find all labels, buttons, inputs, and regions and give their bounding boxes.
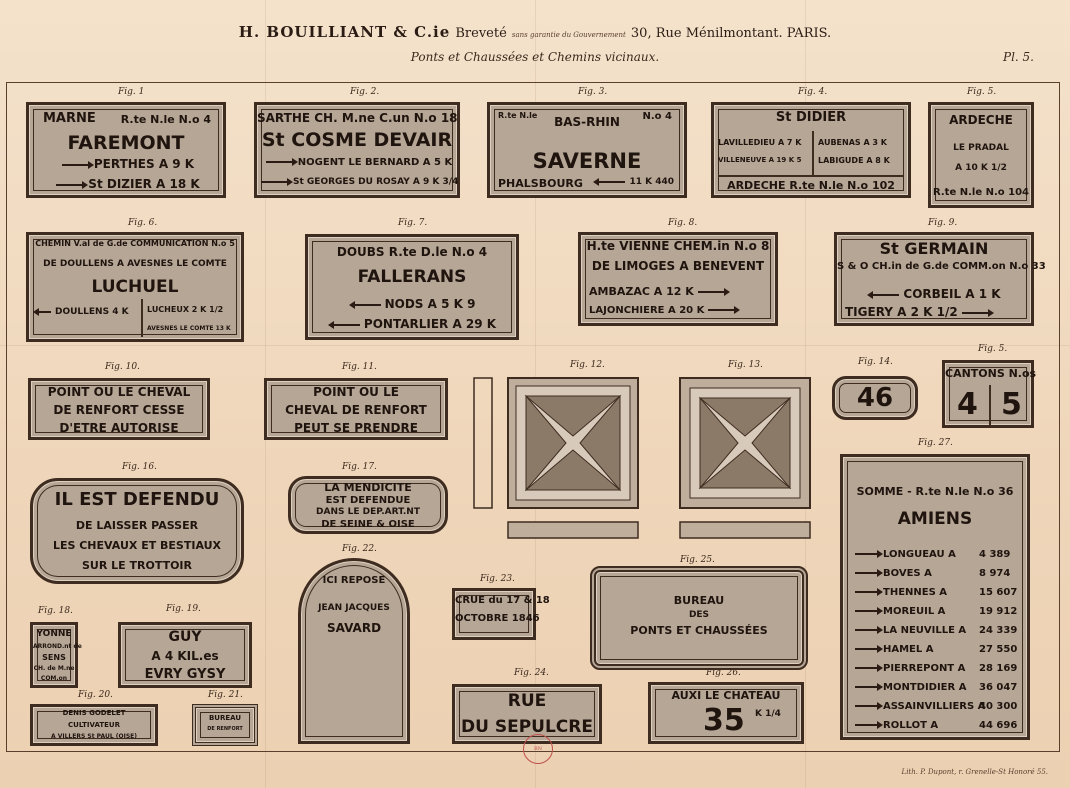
sign-text: LAJONCHIERE A 20 K (589, 305, 705, 316)
sign-text: MARNE (43, 111, 96, 126)
sign-text: PERTHES A 9 K (93, 157, 195, 171)
fig-label: Fig. 17. (342, 462, 377, 472)
fig-label: Fig. 27. (918, 438, 953, 448)
sign-town: St DIDIER (775, 110, 847, 125)
distance-place: PIERREPONT A (883, 663, 966, 674)
sign-text: ICI REPOSE (322, 575, 386, 586)
sign-text: DENIS GODELET (62, 709, 126, 717)
plate-subtitle: Ponts et Chaussées et Chemins vicinaux. (410, 50, 660, 64)
distance-row (851, 568, 1027, 579)
fig-label: Fig. 5. (978, 344, 1008, 354)
distance-value: 36 047 (979, 682, 1018, 693)
fig-label: Fig. 6. (128, 218, 158, 228)
sign-text: PEUT SE PRENDRE (294, 421, 418, 435)
sign-town: SAVERNE (532, 149, 642, 173)
sign-text: OCTOBRE 1846 (455, 613, 540, 624)
distance-row (851, 587, 1027, 598)
sign-text: R.te N.le N.o 4 (120, 113, 211, 126)
sign-text: AVESNES LE COMTE 13 K (147, 325, 231, 332)
fig-label: Fig. 9. (928, 218, 958, 228)
sign-fig-23 (452, 588, 550, 640)
fig-label: Fig. 24. (514, 668, 549, 678)
sign-text: A 4 KIL.es (151, 649, 219, 663)
plate-number: Pl. 5. (1003, 50, 1034, 64)
arrow-icon (266, 161, 294, 163)
distance-row (851, 682, 1027, 693)
distance-row (851, 701, 1027, 712)
sign-text: POINT OU LE CHEVAL (47, 385, 191, 399)
sans-garantie: sans garantie du Gouvernement (511, 31, 626, 39)
sign-text: LES CHEVAUX ET BESTIAUX (52, 539, 222, 552)
company-name: H. BOUILLIANT & C.ie (238, 23, 451, 41)
sign-text: DE DOULLENS A AVESNES LE COMTE (43, 259, 227, 269)
sign-text: H.te VIENNE CHEM.in N.o 8 (586, 239, 770, 253)
fig-label: Fig. 3. (578, 87, 608, 97)
sign-text: CANTONS N.os (945, 367, 1037, 380)
sign-fig-5 (928, 102, 1034, 208)
distance-value: 24 339 (979, 625, 1018, 636)
fig-label: Fig. 4. (798, 87, 828, 97)
sign-text: SARTHE CH. M.ne C.un N.o 18 (257, 111, 458, 125)
sign-fig-14 (832, 376, 918, 420)
distance-row (851, 644, 1027, 655)
fig-label: Fig. 7. (398, 218, 428, 228)
sign-text: TIGERY A 2 K 1/2 (845, 305, 958, 319)
sign-text: COM.on (40, 675, 68, 682)
distance-row (851, 663, 1027, 674)
sign-text: R.te N.le N.o 104 (933, 187, 1029, 198)
sign-text: DES (688, 610, 710, 620)
fig-label: Fig. 25. (680, 555, 715, 565)
arrow-icon (261, 181, 289, 183)
arrow-icon (708, 309, 736, 311)
sign-text: DOULLENS 4 K (55, 307, 129, 317)
distance-value: 27 550 (979, 644, 1018, 655)
sign-fig-7 (305, 234, 519, 340)
distance-place: BOVES A (883, 568, 932, 579)
sign-town: LUCHUEL (91, 277, 179, 297)
distance-place: ROLLOT A (883, 720, 939, 731)
sign-text: BUREAU (208, 714, 242, 722)
fig-label: Fig. 11. (342, 362, 377, 372)
brevete-label: Breveté (455, 26, 507, 41)
sign-text: A 10 K 1/2 (955, 163, 1007, 173)
fig-label: Fig. 22. (342, 544, 377, 554)
sign-text: CH. de M.ne (33, 665, 75, 672)
grate-fig-13 (676, 374, 816, 540)
distance-row (851, 720, 1027, 731)
sign-number: 5 (1001, 387, 1022, 422)
arrow-icon (56, 184, 84, 186)
sign-text: BUREAU (673, 594, 725, 607)
sign-text: LAVILLEDIEU A 7 K (718, 138, 802, 147)
sign-fig-26 (648, 682, 804, 744)
sign-text: CHEMIN V.al de G.de COMMUNICATION N.o 5 (35, 239, 235, 248)
sign-text: NOGENT LE BERNARD A 5 K (297, 157, 453, 168)
sign-text: RUE (507, 691, 547, 711)
fig-label: Fig. 14. (858, 357, 893, 367)
sign-text: SUR LE TROTTOIR (81, 559, 192, 572)
sign-text: JEAN JACQUES (318, 603, 390, 613)
sign-number: 4 (957, 387, 978, 422)
distance-row (851, 625, 1027, 636)
sign-text: LUCHEUX 2 K 1/2 (147, 305, 224, 314)
sign-text: SAVARD (326, 621, 382, 635)
arrow-icon (871, 294, 899, 296)
sign-text: BAS-RHIN (554, 115, 620, 129)
distance-row (851, 549, 1027, 560)
fig-label: Fig. 26. (706, 668, 741, 678)
sign-fig-20 (30, 704, 158, 746)
sign-number: 46 (856, 383, 894, 413)
distance-value: 8 974 (979, 568, 1011, 579)
sign-text: AUXI LE CHATEAU (671, 689, 781, 702)
sign-text: LA MENDICITE (324, 481, 412, 494)
sign-fig-24 (452, 684, 602, 744)
sign-fig-8 (578, 232, 778, 326)
sign-fig-10 (28, 378, 210, 440)
distance-place: LA NEUVILLE A (883, 625, 967, 636)
distance-place: MONTDIDIER A (883, 682, 967, 693)
sign-text: DANS LE DEP.ART.NT (316, 507, 420, 517)
sign-town: FALLERANS (357, 267, 467, 287)
company-address: 30, Rue Ménilmontant. PARIS. (630, 26, 832, 41)
sign-text: CORBEIL A 1 K (903, 287, 1001, 301)
sign-fig-21 (192, 704, 258, 746)
sign-text: DE LAISSER PASSER (75, 519, 199, 532)
sign-text: GUY (168, 629, 202, 645)
sign-text: LABIGUDE A 8 K (818, 156, 890, 165)
arrow-icon (332, 324, 360, 326)
arrow-icon (855, 724, 879, 726)
sign-text: S & O CH.in de G.de COMM.on N.o 33 (837, 261, 1046, 272)
fig-label: Fig. 1 (118, 87, 145, 97)
sign-text: St DIZIER A 18 K (88, 177, 200, 191)
sign-text: DOUBS R.te D.le N.o 4 (336, 245, 488, 259)
sign-text: AMBAZAC A 12 K (589, 285, 694, 298)
sign-text: DE RENFORT (207, 726, 243, 732)
arrow-icon (855, 591, 879, 593)
library-stamp: BN (523, 734, 553, 764)
distance-place: ASSAINVILLIERS A (883, 701, 986, 712)
sign-fig-1 (26, 102, 226, 198)
fig-label: Fig. 18. (38, 606, 73, 616)
sign-text: St GEORGES DU ROSAY A 9 K 3/4 (293, 177, 459, 187)
sign-text: DE RENFORT CESSE (53, 403, 185, 417)
arrow-icon (855, 610, 879, 612)
sign-text: 11 K 440 (629, 177, 674, 187)
sign-town: AMIENS (897, 509, 973, 529)
sign-town: St COSME DEVAIR (261, 129, 453, 151)
sign-fig-2 (254, 102, 460, 198)
fig-label: Fig. 20. (78, 690, 113, 700)
fig-label: Fig. 2. (350, 87, 380, 97)
sign-fig-17 (288, 476, 448, 534)
sign-text: IL EST DEFENDU (54, 489, 220, 510)
sign-fig-27 (840, 454, 1030, 740)
sign-text: CULTIVATEUR (68, 721, 120, 729)
distance-value: 44 696 (979, 720, 1018, 731)
sign-text: LE PRADAL (953, 143, 1009, 153)
arrow-icon (698, 291, 726, 293)
distance-value: 28 169 (979, 663, 1018, 674)
arrow-icon (855, 648, 879, 650)
arrow-icon (62, 164, 90, 166)
sign-fig-3 (487, 102, 687, 198)
arrow-icon (855, 629, 879, 631)
plate-header (0, 22, 1070, 41)
sign-text: SENS (42, 653, 66, 662)
sign-town: St GERMAIN (879, 239, 989, 258)
fig-label: Fig. 12. (570, 360, 605, 370)
distance-value: 4 389 (979, 549, 1011, 560)
sign-text: R.te N.le (498, 111, 538, 120)
distance-value: 15 607 (979, 587, 1018, 598)
arrow-icon (855, 667, 879, 669)
sign-fig-15 (942, 360, 1037, 428)
fig-label: Fig. 13. (728, 360, 763, 370)
sign-fig-19 (118, 622, 252, 688)
arrow-icon (855, 572, 879, 574)
sign-text: ARDECHE R.te N.le N.o 102 (727, 179, 895, 192)
sign-text: DE SEINE & OISE (321, 519, 415, 530)
sign-text: K 1/4 (755, 709, 781, 719)
distance-row (851, 606, 1027, 617)
fig-label: Fig. 19. (166, 604, 201, 614)
sign-text: ARDECHE (949, 113, 1013, 127)
sign-text: YONNE (36, 629, 72, 639)
distance-value: 40 300 (979, 701, 1018, 712)
sign-town: FAREMONT (67, 132, 185, 154)
sign-fig-22 (298, 558, 410, 744)
sign-text: A VILLERS St PAUL (OISE) (51, 733, 137, 740)
sign-text: CRUE du 17 & 18 (455, 595, 550, 606)
distance-place: THENNES A (883, 587, 948, 598)
fig-label: Fig. 10. (105, 362, 140, 372)
sign-fig-9 (834, 232, 1046, 326)
arrow-icon (855, 553, 879, 555)
arrow-icon (597, 181, 625, 183)
grate-fig-12 (472, 374, 642, 540)
fig-label: Fig. 8. (668, 218, 698, 228)
distance-value: 19 912 (979, 606, 1018, 617)
sign-text: EST DEFENDUE (325, 495, 411, 506)
sign-fig-16 (30, 478, 244, 584)
fig-label: Fig. 5. (967, 87, 997, 97)
arrow-icon (962, 312, 990, 314)
fig-label: Fig. 16. (122, 462, 157, 472)
sign-fig-25 (590, 566, 808, 670)
sign-text: VILLENEUVE A 19 K 5 (718, 156, 802, 164)
arrow-icon (855, 686, 879, 688)
fig-label: Fig. 23. (480, 574, 515, 584)
sign-text: SOMME - R.te N.le N.o 36 (856, 485, 1014, 498)
sign-text: AUBENAS A 3 K (818, 138, 887, 147)
sign-text: PHALSBOURG (498, 177, 583, 190)
printer-credit: Lith. P. Dupont, r. Grenelle-St Honoré 55. (901, 768, 1048, 776)
sign-number: 35 (703, 703, 745, 738)
sign-text: DE LIMOGES A BENEVENT (591, 259, 765, 273)
arrow-icon (353, 304, 381, 306)
arrow-icon (855, 705, 879, 707)
sign-text: DU SEPULCRE (461, 717, 593, 737)
distance-place: LONGUEAU A (883, 549, 956, 560)
sign-text: PONTS ET CHAUSSÉES (630, 624, 768, 637)
sign-text: PONTARLIER A 29 K (363, 317, 497, 331)
sign-fig-4 (711, 102, 911, 198)
sign-fig-6 (26, 232, 244, 342)
distance-place: HAMEL A (883, 644, 934, 655)
distance-place: MOREUIL A (883, 606, 946, 617)
sign-text: ARROND.nt de (33, 643, 82, 650)
sign-text: POINT OU LE (313, 385, 399, 399)
arrow-icon (37, 311, 51, 313)
sign-text: NODS A 5 K 9 (384, 297, 476, 311)
sign-text: EVRY GYSY (144, 667, 226, 682)
sign-text: N.o 4 (642, 111, 672, 122)
sign-text: CHEVAL DE RENFORT (285, 403, 427, 417)
sign-text: D'ETRE AUTORISE (59, 421, 179, 435)
fig-label: Fig. 21. (208, 690, 243, 700)
sign-fig-11 (264, 378, 448, 440)
sign-fig-18 (30, 622, 82, 688)
